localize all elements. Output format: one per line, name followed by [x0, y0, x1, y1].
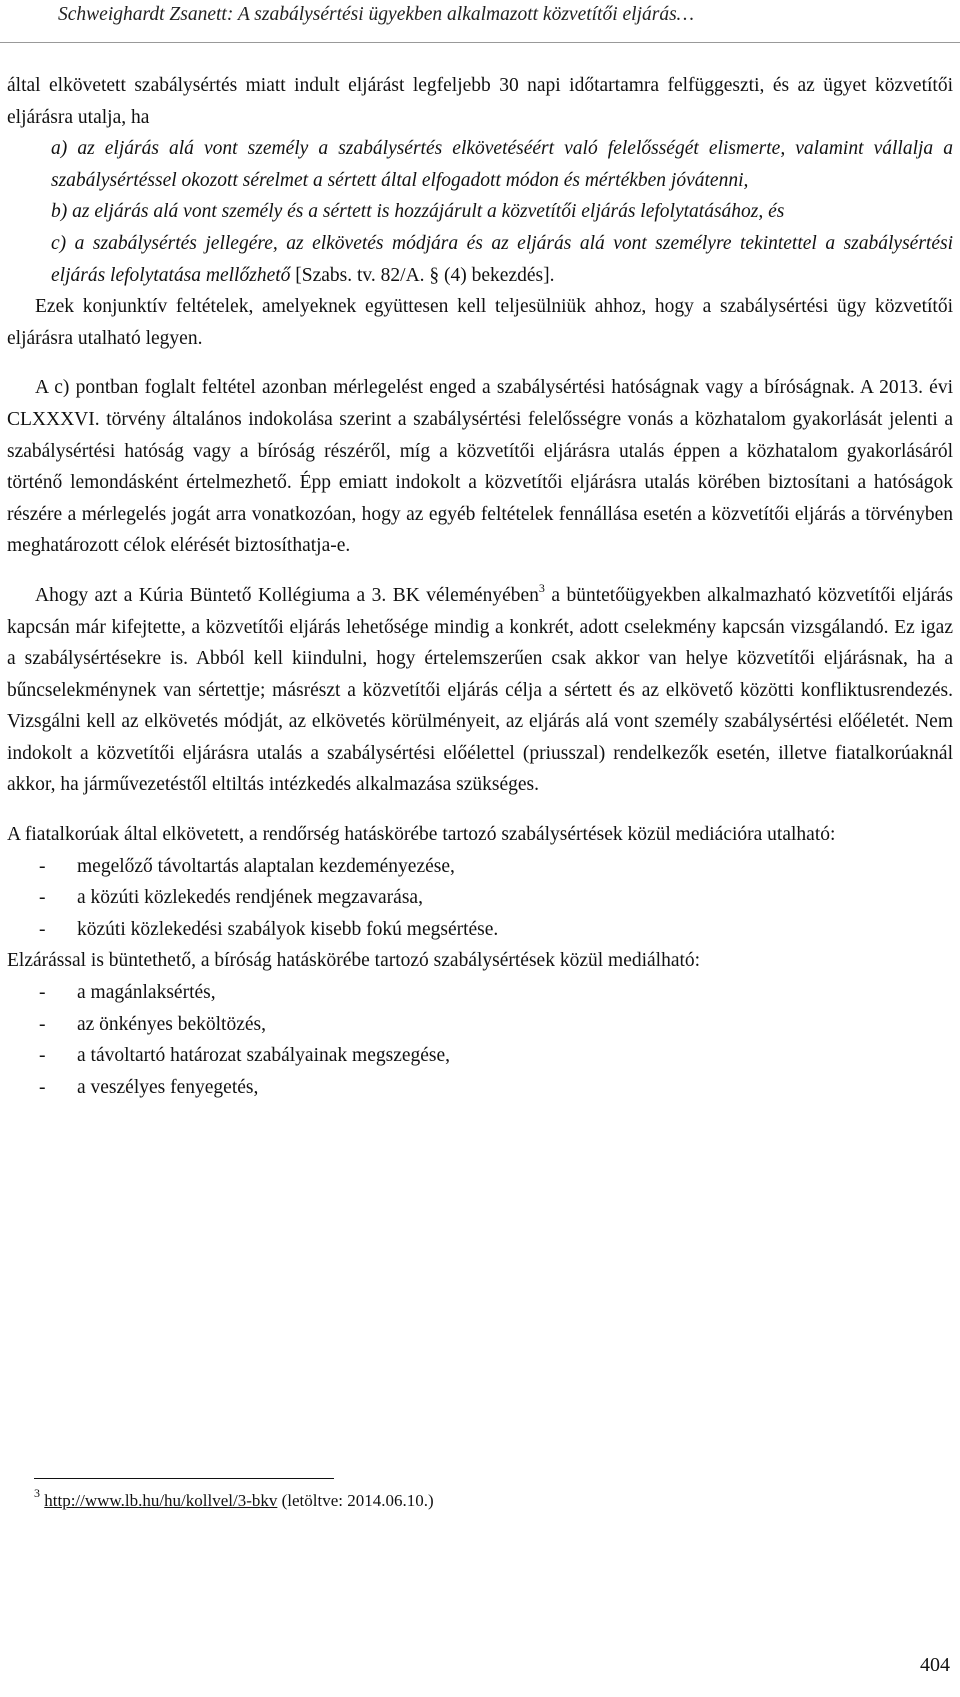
item-text: a szabálysértés jellegére, az elkövetés módjára és az eljárás alá vont személyre tekintettel a szabálysértési eljárás lefolytatása mellőzhető: [51, 232, 953, 286]
item-label: a): [51, 138, 68, 160]
list-item: - a magánlaksértés,: [39, 982, 216, 1004]
page-body: [7, 70, 953, 1103]
list-item: - az önkényes beköltözés,: [39, 1013, 266, 1035]
running-header: Schweighardt Zsanett: A szabálysértési ügyekben alkalmazott közvetítői eljárás…: [58, 4, 695, 25]
paragraph-discretion: A c) pontban foglalt feltétel azonban mérlegelést enged a szabálysértési hatóságnak vagy a bíróságnak. A 2013. évi CLXXXVI. törvény általános indokolása szerint a szabálysértési felelősségre vonás a közhatalom gyakorlását jelenti a szabálysértési hatóság vagy a bíróság részéről, míg a közvetítői eljárásra utalás éppen a közhatalom gyakorlásáról történő lemondásként értelmezhető. Épp emiatt indokolt a közvetítői eljárásra utalás körében biztosítani a hatóságok részére a mérlegelés jogát arra vonatkozóan, hogy az egyéb feltételek fennállása esetén a közvetítői eljárás a törvényben meghatározott célok elérését biztosíthatja-e.: [7, 377, 953, 557]
list-item: - közúti közlekedési szabályok kisebb fokú megsértése.: [39, 918, 499, 940]
footnote-number: 3: [34, 1486, 40, 1500]
list-item: - a veszélyes fenyegetés,: [39, 1076, 259, 1098]
item-text: az eljárás alá vont személy és a sértett is hozzájárult a közvetítői eljárás lefolytatásához, és: [72, 201, 785, 223]
paragraph-kuria-rest: a büntetőügyekben alkalmazható közvetítői eljárás kapcsán már kifejtette, a közvetítői eljárás lehetősége mindig a konkrét, adott cselekmény kapcsán vizsgálandó. Ez igaz a szabálysértésekre is. Abból kell kiindulni, hogy értelemszerűen csak akkor van helye közvetítői eljárásnak, ha a bűncselekménynek van sértettje; másrészt a közvetítői eljárás célja a sértett és az elkövető közötti konfliktusrendezés. Vizsgálni kell az elkövetés módját, az elkövetés körülményeit, az eljárás alá vont személy szabálysértési előéletét. Nem indokolt a közvetítői eljárásra utalás a szabálysértési előélettel (priusszal) rendelkezők esetén, illetve fiatalkorúaknál akkor, ha járművezetéstől eltiltás intézkedés alkalmazása szükséges.: [7, 584, 954, 796]
item-label: b): [51, 201, 68, 223]
paragraph-kuria: [7, 580, 953, 801]
condition-item-b: [7, 196, 953, 228]
paragraph-conjunctive: Ezek konjunktív feltételek, amelyeknek együttesen kell teljesülniük ahhoz, hogy a szabálysértési ügy közvetítői eljárásra utalható legyen.: [7, 296, 953, 349]
list-item: - a közúti közlekedés rendjének megzavarása,: [39, 887, 423, 909]
item-citation: [Szabs. tv. 82/A. § (4) bekezdés].: [290, 264, 555, 286]
list-item: - megelőző távoltartás alaptalan kezdeményezése,: [39, 855, 455, 877]
footnote-ref[interactable]: 3: [538, 580, 545, 595]
condition-item-a: [7, 133, 953, 196]
header-divider: [0, 42, 960, 43]
item-text: az eljárás alá vont személy a szabálysértés elkövetéséért való felelősségét elismerte, valamint vállalja a szabálysértéssel okozott sérelmet a sértett által elfogadott módon és mértékben jóvátenni,: [51, 138, 954, 191]
footnote-link[interactable]: http://www.lb.hu/hu/kollvel/3-bkv: [44, 1491, 278, 1510]
juvenile-offence-list: [7, 851, 953, 946]
item-label: c): [51, 232, 67, 254]
paragraph-juveniles: A fiatalkorúak által elkövetett, a rendőrség hatáskörébe tartozó szabálysértések közül mediációra utalható:: [7, 824, 836, 846]
court-offence-list: [7, 977, 953, 1103]
paragraph-court: Elzárással is büntethető, a bíróság hatáskörébe tartozó szabálysértések közül mediálható:: [7, 950, 701, 972]
footnote-date: (letöltve: 2014.06.10.): [277, 1491, 434, 1510]
paragraph-kuria-start: Ahogy azt a Kúria Büntető Kollégiuma a 3. BK véleményében: [35, 584, 539, 606]
footnote-divider: [34, 1478, 334, 1479]
list-item: - a távoltartó határozat szabályainak megszegése,: [39, 1045, 451, 1067]
footnote: [34, 1486, 434, 1512]
condition-item-c: [7, 228, 953, 291]
intro-paragraph: által elkövetett szabálysértés miatt indult eljárást legfeljebb 30 napi időtartamra felfüggeszti, és az ügyet közvetítői eljárásra utalja, ha: [7, 75, 953, 128]
page-number: 404: [920, 1654, 950, 1676]
